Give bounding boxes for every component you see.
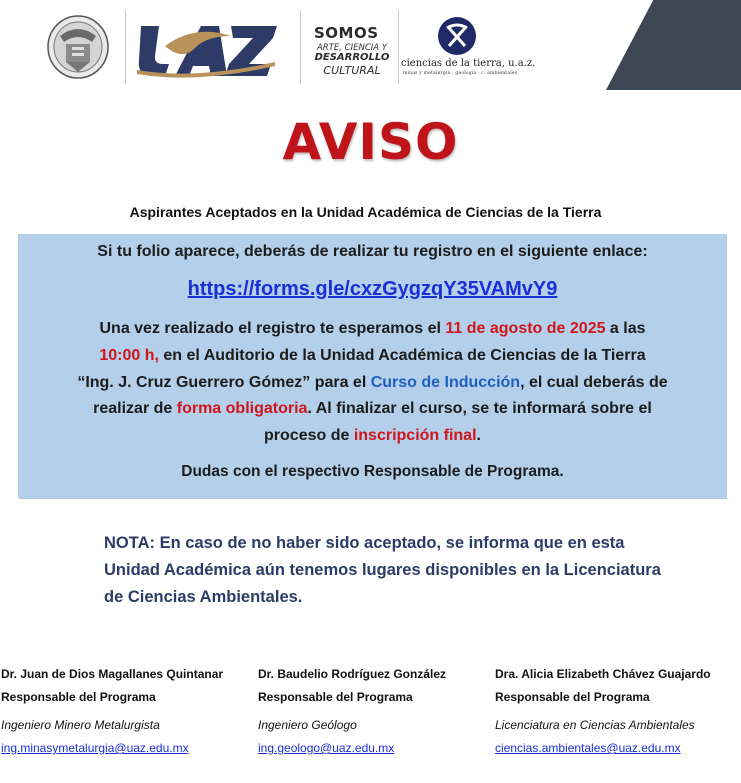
somos-line-2: DESARROLLO — [314, 52, 390, 63]
p4-text-end: . Al finalizar el curso, se te informará sobre el — [307, 400, 652, 417]
somos-title: SOMOS — [314, 24, 379, 42]
signature-name: Dra. Alicia Elizabeth Chávez Guajardo — [495, 667, 711, 681]
university-seal-icon — [46, 14, 110, 80]
doubts-line: Dudas con el respectivo Responsable de Programa. — [181, 463, 564, 480]
corner-decoration — [606, 0, 741, 90]
p2-text: en el Auditorio de la Unidad Académica de Ciencias de la Tierra — [158, 347, 646, 364]
event-time: 10:00 h, — [99, 347, 159, 364]
signature-block-2 — [258, 665, 446, 757]
ciencias-tierra-name: ciencias de la tierra, u.a.z. — [401, 58, 536, 69]
final-enrollment: inscripción final — [353, 427, 477, 444]
registration-link[interactable]: https://forms.gle/cxzGygzqY35VAMvY9 — [187, 278, 558, 300]
signature-block-3 — [495, 665, 711, 757]
page-title: AVISO — [282, 113, 459, 171]
paragraph-line-5 — [18, 427, 727, 445]
signature-role: Responsable del Programa — [1, 690, 156, 704]
instruction-line: Si tu folio aparece, deberás de realizar tu registro en el siguiente enlace: — [97, 243, 648, 260]
uaz-logo-icon — [135, 20, 281, 82]
subtitle: Aspirantes Aceptados en la Unidad Académica de Ciencias de la Tierra — [129, 204, 602, 220]
paragraph-line-4 — [18, 400, 727, 418]
p1-text-end: a las — [605, 320, 646, 337]
mandatory-label: forma obligatoria — [176, 400, 308, 417]
paragraph-line-2 — [18, 347, 727, 365]
somos-line-3: CULTURAL — [323, 64, 381, 77]
p5-text-end: . — [476, 427, 481, 444]
somos-line-1: ARTE, CIENCIA Y — [316, 43, 387, 53]
event-date: 11 de agosto de 2025 — [445, 320, 606, 337]
header-banner — [0, 0, 741, 95]
signature-block-1 — [1, 665, 223, 757]
signature-role: Responsable del Programa — [258, 690, 413, 704]
signature-email[interactable]: ing.geologo@uaz.edu.mx — [258, 741, 395, 755]
signature-name: Dr. Baudelio Rodríguez González — [258, 667, 447, 681]
p1-text: Una vez realizado el registro te esperamos el — [99, 320, 446, 337]
signature-degree: Ingeniero Geólogo — [258, 718, 357, 732]
signature-role: Responsable del Programa — [495, 690, 650, 704]
pickaxe-emblem-icon — [437, 16, 477, 56]
paragraph-line-3 — [18, 374, 727, 392]
signature-email[interactable]: ciencias.ambientales@uaz.edu.mx — [495, 741, 681, 755]
notice-box — [18, 234, 727, 499]
p3-text-end: , el cual deberás de — [520, 374, 668, 391]
p3-text: “Ing. J. Cruz Guerrero Gómez” para el — [77, 374, 371, 391]
p5-text: proceso de — [264, 427, 354, 444]
link-line — [18, 278, 727, 301]
signature-degree: Ingeniero Minero Metalurgista — [1, 718, 160, 732]
nota-paragraph: NOTA: En caso de no haber sido aceptado, se informa que en esta Unidad Académica aún tenemos lugares disponibles en la Licenciatura de Ciencias Ambientales. — [104, 534, 661, 606]
ciencias-tierra-programs: minas y metalurgia · geología · c. ambientales — [403, 71, 518, 76]
signature-degree: Licenciatura en Ciencias Ambientales — [495, 718, 695, 732]
p4-text: realizar de — [93, 400, 177, 417]
course-name: Curso de Inducción — [370, 374, 521, 391]
signature-email[interactable]: ing.minasymetalurgia@uaz.edu.mx — [1, 741, 189, 755]
paragraph-line-1 — [18, 320, 727, 338]
signature-name: Dr. Juan de Dios Magallanes Quintanar — [1, 667, 224, 681]
